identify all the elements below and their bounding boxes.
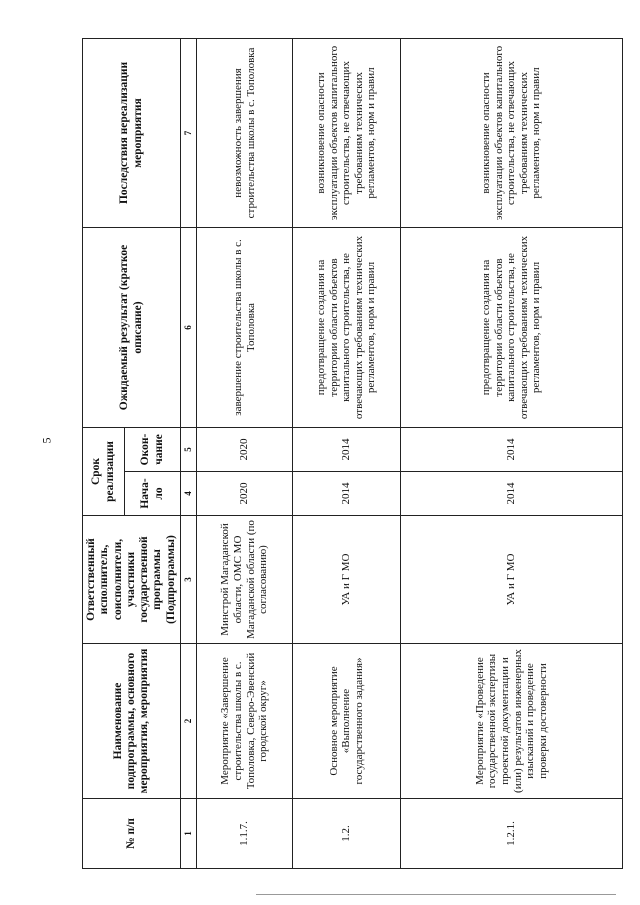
header-start: Нача-ло [125, 472, 181, 516]
row-end: 2014 [401, 427, 623, 471]
row-name: Мероприятие «Завершение строительства школы в с. Тополовка, Северо-Эвенский городской округ» [197, 644, 293, 799]
row-result: предотвращение создания на территории области объектов капитального строительства, не отвечающих требованиям технических регламентов, норм и правил [401, 227, 623, 427]
row-start: 2014 [401, 472, 623, 516]
row-executor: УА и Г МО [293, 516, 401, 644]
row-start: 2020 [197, 472, 293, 516]
row-num: 1.1.7. [197, 799, 293, 869]
row-consequences: невозможность завершения строительства школы в с. Тополовка [197, 38, 293, 227]
col-number: 6 [181, 227, 197, 427]
row-executor: Минстрой Магаданской области, ОМС МО Магаданской области (по согласованию) [197, 516, 293, 644]
header-num: № п/п [83, 799, 181, 869]
header-end: Окон-чание [125, 427, 181, 471]
col-number: 4 [181, 472, 197, 516]
header-name: Наименование подпрограммы, основного мероприятия, мероприятия [83, 644, 181, 799]
header-row-1 [83, 38, 125, 868]
row-executor: УА и Г МО [401, 516, 623, 644]
scan-edge-line [256, 894, 616, 895]
row-result: предотвращение создания на территории области объектов капитального строительства, не отвечающих требованиям технических регламентов, норм и правил [293, 227, 401, 427]
rotated-table-area [82, 39, 622, 869]
column-numbers-row [181, 38, 197, 868]
row-num: 1.2. [293, 799, 401, 869]
page-number: 5 [39, 437, 54, 444]
col-number: 7 [181, 38, 197, 227]
row-end: 2014 [293, 427, 401, 471]
row-num: 1.2.1. [401, 799, 623, 869]
row-start: 2014 [293, 472, 401, 516]
program-measures-table [82, 38, 623, 869]
row-consequences: возникновение опасности эксплуатации объектов капитального строительства, не отвечающих требованиям технических регламентов, норм и правил [401, 38, 623, 227]
header-result: Ожидаемый результат (краткое описание) [83, 227, 181, 427]
col-number: 2 [181, 644, 197, 799]
row-name: Основное мероприятие «Выполнение государственного задания» [293, 644, 401, 799]
header-executor: Ответственный исполнитель, соисполнители, участники государственной программы (Подпрограммы) [83, 516, 181, 644]
table-row [401, 38, 623, 868]
row-result: завершение строительства школы в с. Тополовка [197, 227, 293, 427]
header-consequences: Последствия нереализации мероприятия [83, 38, 181, 227]
table-row [197, 38, 293, 868]
col-number: 5 [181, 427, 197, 471]
row-name: Мероприятие «Проведение государственной экспертизы проектной документации и (или) результатов инженерных изысканий и проведение проверки достоверности [401, 644, 623, 799]
col-number: 3 [181, 516, 197, 644]
row-consequences: возникновение опасности эксплуатации объектов капитального строительства, не отвечающих требованиям технических регламентов, норм и правил [293, 38, 401, 227]
row-end: 2020 [197, 427, 293, 471]
header-term: Срок реализации [83, 427, 125, 515]
table-row [293, 38, 401, 868]
col-number: 1 [181, 799, 197, 869]
